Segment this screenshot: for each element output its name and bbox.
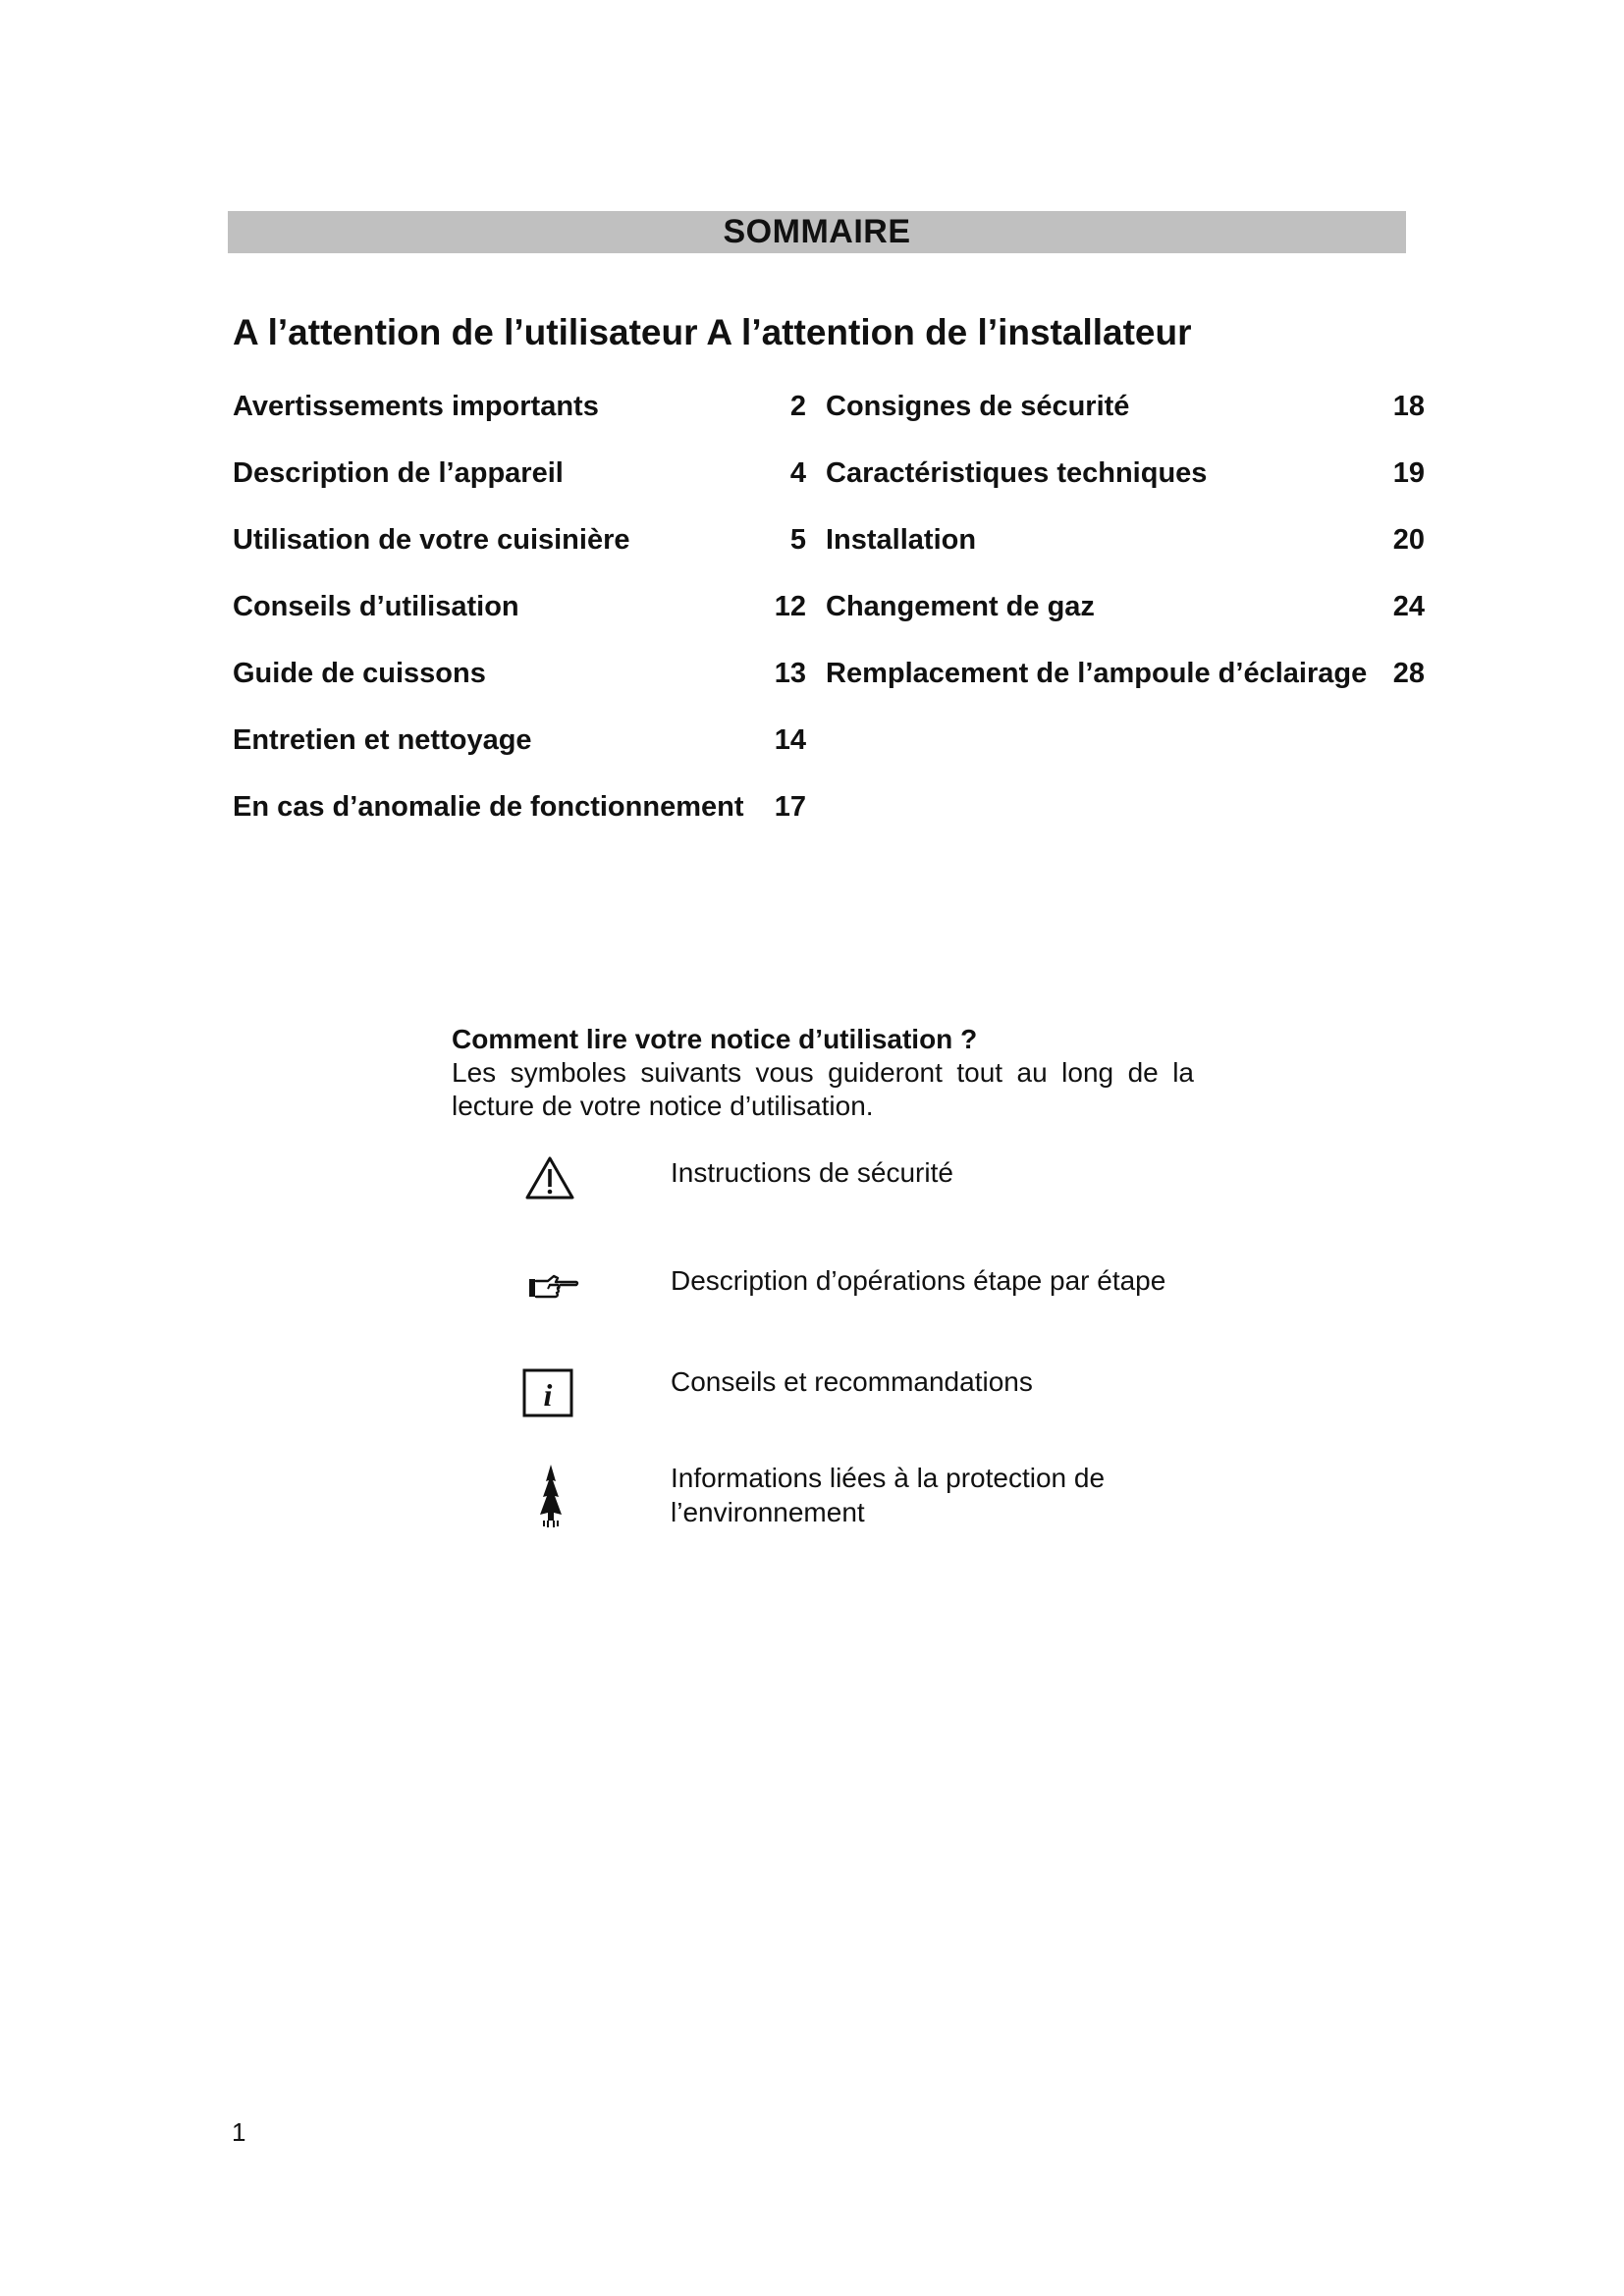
toc-entry-label: Caractéristiques techniques [826, 457, 1208, 489]
toc-entry-label: Consignes de sécurité [826, 391, 1130, 422]
audience-headings: A l’attention de l’utilisateur A l’attention de l’installateur [233, 312, 1192, 352]
toc-entry-page: 12 [774, 591, 806, 622]
toc-entry-label: Description de l’appareil [233, 457, 564, 489]
toc-entry-page: 19 [1392, 457, 1425, 489]
toc-entry-page: 4 [789, 457, 806, 489]
toc-entry-label: Installation [826, 524, 977, 556]
toc-entry-page: 20 [1392, 524, 1425, 556]
toc-entry [233, 658, 806, 724]
toc-entry [233, 724, 806, 791]
toc-entry-label: Avertissements importants [233, 391, 599, 422]
toc-entry [233, 791, 806, 858]
toc-entry [233, 391, 806, 457]
toc-entry [826, 591, 1425, 658]
toc-entry-page: 28 [1392, 658, 1425, 689]
reading-guide-title: Comment lire votre notice d’utilisation ? [452, 1024, 978, 1054]
toc-entry-page: 13 [774, 658, 806, 689]
toc-entry-label: Remplacement de l’ampoule d’éclairage [826, 658, 1368, 689]
symbol-label: Description d’opérations étape par étape [671, 1265, 1166, 1296]
toc-entry [233, 591, 806, 658]
toc-entry-page: 24 [1392, 591, 1425, 622]
toc-entry [826, 457, 1425, 524]
toc-entry-label: En cas d’anomalie de fonctionnement [233, 791, 744, 823]
toc-entry-page: 2 [789, 391, 806, 422]
contents-banner [228, 211, 1406, 253]
toc-entry [233, 457, 806, 524]
user-contents-list [233, 391, 806, 858]
toc-entry-page: 14 [774, 724, 806, 756]
warning-triangle-icon [524, 1155, 575, 1201]
info-icon [522, 1368, 573, 1417]
toc-entry-page: 17 [774, 791, 806, 823]
toc-entry [826, 524, 1425, 591]
toc-entry [233, 524, 806, 591]
tree-icon [534, 1464, 568, 1528]
pointing-hand-icon [528, 1273, 579, 1301]
toc-entry-label: Guide de cuissons [233, 658, 486, 689]
reading-guide [452, 1023, 1194, 1123]
toc-entry-page: 18 [1392, 391, 1425, 422]
toc-entry-label: Utilisation de votre cuisinière [233, 524, 630, 556]
installer-contents-list [826, 391, 1425, 724]
toc-entry-label: Changement de gaz [826, 591, 1095, 622]
toc-entry-label: Conseils d’utilisation [233, 591, 519, 622]
toc-entry-label: Entretien et nettoyage [233, 724, 532, 756]
page-number: 1 [232, 2117, 246, 2147]
symbol-label: Conseils et recommandations [671, 1366, 1033, 1397]
toc-entry-page: 5 [789, 524, 806, 556]
contents-title: SOMMAIRE [723, 213, 911, 250]
toc-entry [826, 391, 1425, 457]
reading-guide-description: Les symboles suivants vous guideront tout au long de la lecture de votre notice d’utilisation. [452, 1057, 1194, 1121]
svg-text:i: i [543, 1377, 553, 1413]
symbol-label: Instructions de sécurité [671, 1157, 953, 1188]
symbol-label: Informations liées à la protection de l’environnement [671, 1463, 1106, 1527]
toc-entry [826, 658, 1425, 724]
